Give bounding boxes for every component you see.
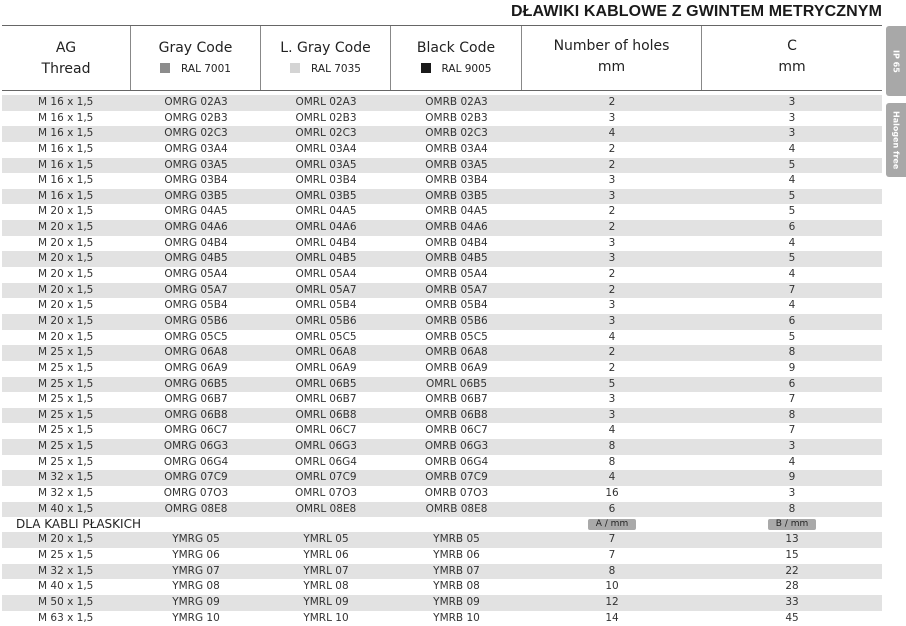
header-light-gray-code xyxy=(261,26,391,90)
table-cell: YMRG 08 xyxy=(131,579,261,595)
table-cell: 22 xyxy=(702,564,882,580)
table-cell: M 16 x 1,5 xyxy=(2,158,131,174)
table-cell: OMRG 06A9 xyxy=(131,361,261,377)
table-cell: OMRB 05A4 xyxy=(391,267,522,283)
table-cell: 4 xyxy=(702,236,882,252)
table-cell: M 16 x 1,5 xyxy=(2,111,131,127)
table-cell: YMRG 10 xyxy=(131,611,261,626)
table-cell: OMRG 05B6 xyxy=(131,314,261,330)
table-cell: 13 xyxy=(702,532,882,548)
table-cell: 2 xyxy=(522,158,702,174)
gray-swatch xyxy=(160,63,170,73)
table-cell: OMRL 04B5 xyxy=(261,251,391,267)
table-cell: YMRL 06 xyxy=(261,548,391,564)
black-swatch xyxy=(421,63,431,73)
table-cell: M 25 x 1,5 xyxy=(2,392,131,408)
table-cell: OMRB 07O3 xyxy=(391,486,522,502)
table-row xyxy=(2,111,882,127)
table-cell: OMRG 03B4 xyxy=(131,173,261,189)
table-cell: 3 xyxy=(522,236,702,252)
table-cell: OMRB 02C3 xyxy=(391,126,522,142)
table-row xyxy=(2,189,882,205)
table-cell: YMRL 10 xyxy=(261,611,391,626)
table-cell: M 20 x 1,5 xyxy=(2,267,131,283)
table-cell: 7 xyxy=(702,283,882,299)
header-black-code xyxy=(391,26,522,90)
table-cell: 3 xyxy=(522,392,702,408)
table-cell: 7 xyxy=(702,392,882,408)
table-cell: 33 xyxy=(702,595,882,611)
table-cell: 3 xyxy=(702,126,882,142)
table-cell: M 20 x 1,5 xyxy=(2,532,131,548)
table-cell: 8 xyxy=(702,502,882,518)
side-tab-label: Halogen free xyxy=(892,111,901,169)
table-row xyxy=(2,361,882,377)
table-cell: OMRB 03B5 xyxy=(391,189,522,205)
table-cell: OMRL 03B4 xyxy=(261,173,391,189)
table-cell: M 25 x 1,5 xyxy=(2,345,131,361)
table-cell: OMRL 06B5 xyxy=(391,377,522,393)
table-cell: M 20 x 1,5 xyxy=(2,314,131,330)
table-row xyxy=(2,408,882,424)
table-cell: 2 xyxy=(522,361,702,377)
table-cell: OMRG 06C7 xyxy=(131,423,261,439)
table-cell: 4 xyxy=(702,142,882,158)
header-label: Black Code xyxy=(391,38,521,59)
table-cell: OMRB 04B5 xyxy=(391,251,522,267)
table-cell: OMRL 07C9 xyxy=(261,470,391,486)
table-cell: 4 xyxy=(522,470,702,486)
table-cell: OMRB 03A4 xyxy=(391,142,522,158)
table-cell: OMRG 06G3 xyxy=(131,439,261,455)
table-cell: YMRL 07 xyxy=(261,564,391,580)
table-cell: 5 xyxy=(702,330,882,346)
table-cell: 2 xyxy=(522,345,702,361)
table-cell: M 32 x 1,5 xyxy=(2,486,131,502)
table-cell: YMRB 05 xyxy=(391,532,522,548)
flat-section-label: DLA KABLI PŁASKICH xyxy=(2,517,522,532)
table-cell: OMRL 05C5 xyxy=(261,330,391,346)
table-cell: 16 xyxy=(522,486,702,502)
table-row xyxy=(2,142,882,158)
table-cell: OMRG 05A7 xyxy=(131,283,261,299)
table-cell: 8 xyxy=(522,439,702,455)
product-table xyxy=(2,25,882,626)
flat-cable-section-header xyxy=(2,517,882,532)
table-cell: 6 xyxy=(702,377,882,393)
table-row xyxy=(2,204,882,220)
table-cell: OMRB 08E8 xyxy=(391,502,522,518)
table-cell: YMRL 09 xyxy=(261,595,391,611)
table-cell: OMRG 05B4 xyxy=(131,298,261,314)
table-cell: 5 xyxy=(702,158,882,174)
table-cell: OMRG 04B5 xyxy=(131,251,261,267)
table-row xyxy=(2,564,882,580)
col5-badge: A / mm xyxy=(588,519,636,530)
table-cell: M 32 x 1,5 xyxy=(2,564,131,580)
header-line: mm xyxy=(702,57,882,78)
table-row xyxy=(2,126,882,142)
table-body xyxy=(2,95,882,517)
table-cell: 3 xyxy=(702,95,882,111)
table-cell: 15 xyxy=(702,548,882,564)
table-cell: OMRL 05A4 xyxy=(261,267,391,283)
table-cell: OMRL 04B4 xyxy=(261,236,391,252)
table-cell: M 20 x 1,5 xyxy=(2,283,131,299)
table-row xyxy=(2,251,882,267)
table-cell: 3 xyxy=(522,314,702,330)
table-cell: YMRL 08 xyxy=(261,579,391,595)
table-cell: OMRG 07O3 xyxy=(131,486,261,502)
table-cell: OMRG 05C5 xyxy=(131,330,261,346)
header-line: mm xyxy=(522,57,701,78)
table-cell: M 16 x 1,5 xyxy=(2,126,131,142)
table-cell: 28 xyxy=(702,579,882,595)
table-cell: M 25 x 1,5 xyxy=(2,439,131,455)
table-cell: OMRB 02A3 xyxy=(391,95,522,111)
table-cell: OMRL 03A4 xyxy=(261,142,391,158)
table-cell: 4 xyxy=(702,173,882,189)
header-gray-code xyxy=(131,26,261,90)
table-cell: 9 xyxy=(702,361,882,377)
ral-label: RAL 7035 xyxy=(311,63,361,75)
table-cell: M 63 x 1,5 xyxy=(2,611,131,626)
table-cell: 4 xyxy=(522,423,702,439)
table-cell: 7 xyxy=(702,423,882,439)
table-row xyxy=(2,377,882,393)
table-cell: 45 xyxy=(702,611,882,626)
table-cell: OMRL 04A5 xyxy=(261,204,391,220)
table-cell: OMRG 06B8 xyxy=(131,408,261,424)
table-cell: OMRL 03A5 xyxy=(261,158,391,174)
table-row xyxy=(2,392,882,408)
table-cell: 2 xyxy=(522,204,702,220)
table-cell: 8 xyxy=(522,564,702,580)
flat-table-body xyxy=(2,532,882,626)
table-cell: M 16 x 1,5 xyxy=(2,189,131,205)
table-cell: M 25 x 1,5 xyxy=(2,423,131,439)
table-cell: 3 xyxy=(522,173,702,189)
table-row xyxy=(2,220,882,236)
table-cell: 2 xyxy=(522,95,702,111)
table-cell: 4 xyxy=(702,455,882,471)
table-row xyxy=(2,486,882,502)
table-cell: M 20 x 1,5 xyxy=(2,220,131,236)
col6-badge: B / mm xyxy=(768,519,816,530)
table-cell: M 25 x 1,5 xyxy=(2,361,131,377)
table-cell: OMRG 06G4 xyxy=(131,455,261,471)
header-label: L. Gray Code xyxy=(261,38,390,59)
table-cell: 3 xyxy=(522,251,702,267)
table-cell: 14 xyxy=(522,611,702,626)
table-cell: OMRL 04A6 xyxy=(261,220,391,236)
table-cell: M 16 x 1,5 xyxy=(2,173,131,189)
header-number-of-holes xyxy=(522,26,702,90)
table-cell: 3 xyxy=(702,486,882,502)
table-cell: 9 xyxy=(702,470,882,486)
table-cell: OMRL 05B6 xyxy=(261,314,391,330)
table-cell: OMRB 06A9 xyxy=(391,361,522,377)
table-cell: M 25 x 1,5 xyxy=(2,408,131,424)
table-cell: 3 xyxy=(522,189,702,205)
table-cell: 8 xyxy=(522,455,702,471)
table-cell: OMRB 05A7 xyxy=(391,283,522,299)
table-row xyxy=(2,267,882,283)
table-cell: 8 xyxy=(702,408,882,424)
table-cell: 10 xyxy=(522,579,702,595)
table-cell: OMRB 05B6 xyxy=(391,314,522,330)
table-cell: 6 xyxy=(702,314,882,330)
table-cell: OMRB 05C5 xyxy=(391,330,522,346)
table-row xyxy=(2,579,882,595)
table-cell: 7 xyxy=(522,532,702,548)
header-line: C xyxy=(702,36,882,57)
table-row xyxy=(2,330,882,346)
table-cell: OMRG 05A4 xyxy=(131,267,261,283)
table-cell: M 32 x 1,5 xyxy=(2,470,131,486)
ral-label: RAL 7001 xyxy=(181,63,231,75)
table-cell: 4 xyxy=(522,126,702,142)
table-cell: 2 xyxy=(522,220,702,236)
table-cell: 5 xyxy=(702,189,882,205)
table-cell: OMRB 04A5 xyxy=(391,204,522,220)
table-row xyxy=(2,158,882,174)
table-cell: OMRL 05B4 xyxy=(261,298,391,314)
table-cell: 3 xyxy=(702,111,882,127)
header-line: Number of holes xyxy=(522,36,701,57)
table-cell: OMRB 02B3 xyxy=(391,111,522,127)
table-cell: OMRL 06A9 xyxy=(261,361,391,377)
table-cell: OMRL 06C7 xyxy=(261,423,391,439)
table-row xyxy=(2,439,882,455)
table-cell: OMRB 03A5 xyxy=(391,158,522,174)
table-cell: OMRG 02A3 xyxy=(131,95,261,111)
table-cell: 6 xyxy=(702,220,882,236)
table-cell: 5 xyxy=(522,377,702,393)
side-tab-halogen-free xyxy=(886,103,906,177)
table-cell: YMRG 09 xyxy=(131,595,261,611)
table-cell: OMRL 05A7 xyxy=(261,283,391,299)
table-cell: M 20 x 1,5 xyxy=(2,330,131,346)
table-cell: YMRL 05 xyxy=(261,532,391,548)
table-cell: 8 xyxy=(702,345,882,361)
table-cell: OMRB 06G3 xyxy=(391,439,522,455)
table-cell: OMRL 02B3 xyxy=(261,111,391,127)
table-row xyxy=(2,423,882,439)
table-cell: OMRB 07C9 xyxy=(391,470,522,486)
table-cell: OMRG 03B5 xyxy=(131,189,261,205)
table-cell: M 20 x 1,5 xyxy=(2,298,131,314)
table-cell: 5 xyxy=(702,251,882,267)
table-cell: M 40 x 1,5 xyxy=(2,502,131,518)
table-cell: M 40 x 1,5 xyxy=(2,579,131,595)
table-cell: OMRG 03A4 xyxy=(131,142,261,158)
table-cell: 3 xyxy=(702,439,882,455)
table-row xyxy=(2,283,882,299)
table-cell: 4 xyxy=(522,330,702,346)
table-cell: 2 xyxy=(522,142,702,158)
table-cell: OMRL 02A3 xyxy=(261,95,391,111)
side-tab-ip65 xyxy=(886,26,906,96)
table-cell: OMRG 07C9 xyxy=(131,470,261,486)
table-cell: OMRL 08E8 xyxy=(261,502,391,518)
table-row xyxy=(2,470,882,486)
table-row xyxy=(2,298,882,314)
table-cell: OMRB 04A6 xyxy=(391,220,522,236)
table-cell: 4 xyxy=(702,267,882,283)
table-row xyxy=(2,236,882,252)
table-cell: OMRG 08E8 xyxy=(131,502,261,518)
table-cell: OMRL 06B7 xyxy=(261,392,391,408)
table-cell: M 25 x 1,5 xyxy=(2,455,131,471)
side-tab-label: IP 65 xyxy=(892,50,901,73)
table-row xyxy=(2,345,882,361)
table-cell: M 50 x 1,5 xyxy=(2,595,131,611)
table-cell: 5 xyxy=(702,204,882,220)
table-cell: YMRB 07 xyxy=(391,564,522,580)
table-cell: OMRG 06B5 xyxy=(131,377,261,393)
table-cell: M 16 x 1,5 xyxy=(2,142,131,158)
table-cell: YMRB 09 xyxy=(391,595,522,611)
table-cell: OMRB 06B7 xyxy=(391,392,522,408)
table-row xyxy=(2,173,882,189)
table-cell: OMRG 04A6 xyxy=(131,220,261,236)
table-cell: OMRL 02C3 xyxy=(261,126,391,142)
table-cell: OMRG 03A5 xyxy=(131,158,261,174)
table-cell: 3 xyxy=(522,408,702,424)
table-cell: OMRL 06G3 xyxy=(261,439,391,455)
table-row xyxy=(2,595,882,611)
table-cell: M 20 x 1,5 xyxy=(2,204,131,220)
table-cell: YMRG 05 xyxy=(131,532,261,548)
table-cell: OMRG 06A8 xyxy=(131,345,261,361)
table-cell: M 25 x 1,5 xyxy=(2,377,131,393)
header-label: Gray Code xyxy=(131,38,260,59)
table-row xyxy=(2,455,882,471)
table-cell: 2 xyxy=(522,267,702,283)
table-cell: 12 xyxy=(522,595,702,611)
light-gray-swatch xyxy=(290,63,300,73)
ral-label: RAL 9005 xyxy=(442,63,492,75)
table-cell: M 16 x 1,5 xyxy=(2,95,131,111)
table-cell: OMRB 03B4 xyxy=(391,173,522,189)
table-cell: OMRL 06G4 xyxy=(261,455,391,471)
table-row xyxy=(2,548,882,564)
table-cell: OMRL 06B8 xyxy=(261,408,391,424)
table-cell: OMRL 07O3 xyxy=(261,486,391,502)
table-cell: 4 xyxy=(702,298,882,314)
table-cell: OMRB 05B4 xyxy=(391,298,522,314)
table-cell: OMRB 06A8 xyxy=(391,345,522,361)
table-cell: 7 xyxy=(522,548,702,564)
table-cell: OMRG 04B4 xyxy=(131,236,261,252)
table-cell: OMRB 06B8 xyxy=(391,408,522,424)
table-cell: M 20 x 1,5 xyxy=(2,251,131,267)
header-line: Thread xyxy=(2,59,130,80)
table-cell: OMRG 02C3 xyxy=(131,126,261,142)
header-c xyxy=(702,26,882,90)
table-cell: YMRB 08 xyxy=(391,579,522,595)
table-cell: YMRG 06 xyxy=(131,548,261,564)
table-row xyxy=(2,95,882,111)
table-cell: M 20 x 1,5 xyxy=(2,236,131,252)
table-cell: 6 xyxy=(522,502,702,518)
table-row xyxy=(2,611,882,626)
table-cell: YMRB 10 xyxy=(391,611,522,626)
table-cell: 2 xyxy=(522,283,702,299)
table-cell: M 25 x 1,5 xyxy=(2,548,131,564)
table-cell: OMRG 04A5 xyxy=(131,204,261,220)
table-cell: OMRL 06A8 xyxy=(261,345,391,361)
header-thread xyxy=(2,26,131,90)
table-cell: OMRB 06G4 xyxy=(391,455,522,471)
table-row xyxy=(2,502,882,518)
table-row xyxy=(2,532,882,548)
table-header xyxy=(2,25,882,91)
page-title: DŁAWIKI KABLOWE Z GWINTEM METRYCZNYM xyxy=(511,3,882,21)
table-cell: OMRG 06B7 xyxy=(131,392,261,408)
table-cell: OMRG 02B3 xyxy=(131,111,261,127)
table-cell: 3 xyxy=(522,111,702,127)
table-row xyxy=(2,314,882,330)
table-cell: 3 xyxy=(522,298,702,314)
table-cell: OMRL 03B5 xyxy=(261,189,391,205)
header-line: AG xyxy=(2,38,130,59)
table-cell: OMRL 06B5 xyxy=(261,377,391,393)
table-cell: YMRB 06 xyxy=(391,548,522,564)
table-cell: OMRB 04B4 xyxy=(391,236,522,252)
table-cell: OMRB 06C7 xyxy=(391,423,522,439)
table-cell: YMRG 07 xyxy=(131,564,261,580)
